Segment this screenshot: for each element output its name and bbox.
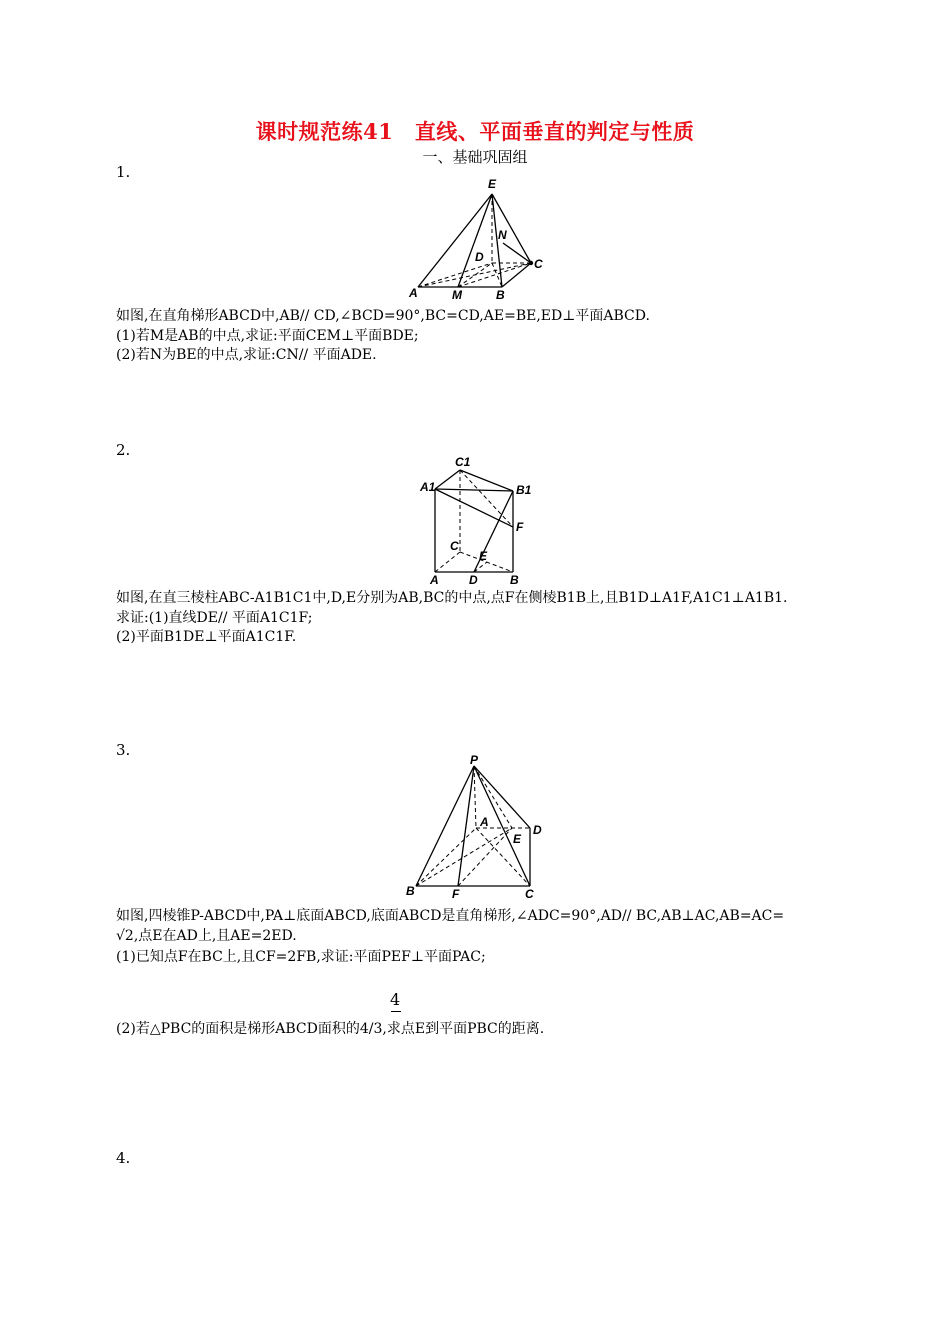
label-D: D: [469, 573, 478, 587]
label-F: F: [452, 887, 460, 901]
label-F: F: [516, 520, 524, 534]
label-P: P: [470, 753, 479, 767]
problem-1-figure: [400, 175, 560, 303]
label-B: B: [510, 573, 519, 587]
label-M: M: [452, 288, 462, 302]
label-A: A: [409, 286, 418, 300]
problem-2-line-3: (2)平面B1DE⊥平面A1C1F.: [116, 629, 297, 645]
label-E: E: [479, 549, 488, 563]
label-D: D: [533, 823, 542, 837]
label-B1: B1: [516, 483, 532, 497]
problem-3-line-1: 如图,四棱锥P-ABCD中,PA⊥底面ABCD,底面ABCD是直角梯形,∠ADC=90°,AD// BC,AB⊥AC,AB=AC=: [116, 908, 785, 924]
problem-1-line-3: (2)若N为BE的中点,求证:CN// 平面ADE.: [116, 347, 377, 363]
problem-3-line-4: (2)若△PBC的面积是梯形ABCD面积的4/3,求点E到平面PBC的距离.: [116, 1021, 545, 1037]
fraction-numerator: 4: [390, 990, 401, 1009]
problem-3-line-2: √2,点E在AD上,且AE=2ED.: [116, 928, 297, 944]
problem-2-line-1: 如图,在直三棱柱ABC-A1B1C1中,D,E分别为AB,BC的中点,点F在侧棱B1B上,且B1D⊥A1F,A1C1⊥A1B1.: [116, 590, 788, 606]
label-A: A: [480, 815, 489, 829]
problem-1-line-1: 如图,在直角梯形ABCD中,AB// CD,∠BCD=90°,BC=CD,AE=BE,ED⊥平面ABCD.: [116, 308, 650, 324]
label-C: C: [525, 887, 534, 901]
problem-1-number: 1.: [116, 163, 131, 181]
label-E: E: [513, 832, 522, 846]
problem-2-number: 2.: [116, 441, 131, 459]
label-A: A: [430, 573, 439, 587]
label-D: D: [475, 250, 484, 264]
fraction-bar: [391, 1011, 401, 1012]
label-A1: A1: [420, 480, 436, 494]
problem-3-number: 3.: [116, 741, 131, 759]
problem-3-line-3: (1)已知点F在BC上,且CF=2FB,求证:平面PEF⊥平面PAC;: [116, 949, 486, 965]
page-title: 课时规范练41 直线、平面垂直的判定与性质: [255, 119, 695, 144]
label-B: B: [406, 884, 415, 898]
problem-2-figure: [415, 452, 545, 587]
problem-3-figure: [400, 752, 560, 902]
problem-2-line-2: 求证:(1)直线DE// 平面A1C1F;: [116, 610, 313, 626]
label-C: C: [450, 539, 459, 553]
label-C1: C1: [455, 455, 471, 469]
label-E: E: [488, 177, 497, 191]
problem-4-number: 4.: [116, 1149, 131, 1167]
label-C: C: [534, 257, 543, 271]
label-B: B: [496, 288, 505, 302]
problem-1-line-2: (1)若M是AB的中点,求证:平面CEM⊥平面BDE;: [116, 328, 419, 344]
section-heading: 一、基础巩固组: [422, 148, 528, 166]
label-N: N: [498, 228, 507, 242]
